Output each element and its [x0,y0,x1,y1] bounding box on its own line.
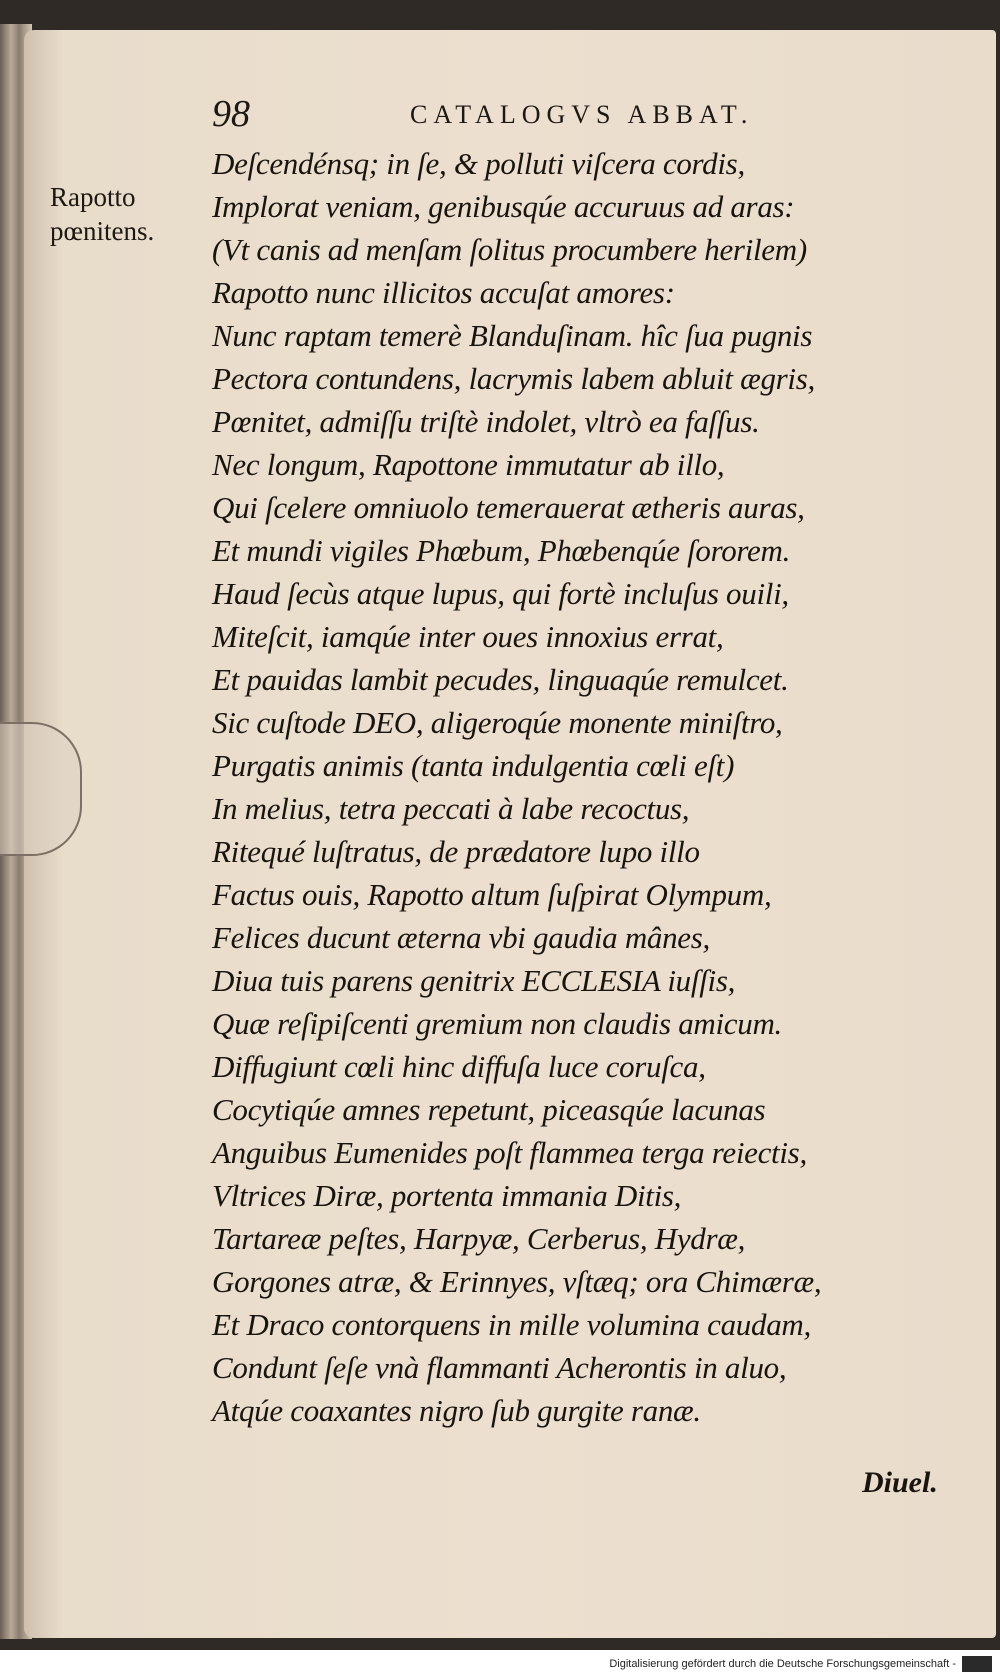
marginal-note: Rapotto pœnitens. [50,182,155,246]
verse-line: Felices ducunt æterna vbi gaudia mânes, [212,920,710,955]
verse-line: Anguibus Eumenides poſt flammea terga reiectis, [212,1135,807,1170]
verse-line: Vltrices Diræ, portenta immania Ditis, [212,1178,682,1213]
verse-line: Implorat veniam, genibusqúe accuruus ad aras: [212,189,795,224]
page-header [212,92,792,142]
verse-line: Haud ſecùs atque lupus, qui fortè incluſus ouili, [212,576,789,611]
verse-line: Pectora contundens, lacrymis labem abluit ægris, [212,361,815,396]
verse-line: Sic cuſtode DEO, aligeroqúe monente miniſtro, [212,705,783,740]
verse-line: Factus ouis, Rapotto altum ſuſpirat Olympum, [212,877,772,912]
verse-line: Condunt ſeſe vnà flammanti Acherontis in aluo, [212,1350,787,1385]
verse-line: In melius, tetra peccati à labe recoctus, [212,791,690,826]
digitization-footer [0,1650,1000,1680]
verse-line: Rapotto nunc illicitos accuſat amores: [212,275,675,310]
verse-line: Et Draco contorquens in mille volumina caudam, [212,1307,811,1342]
verse-line: Pœnitet, admiſſu triſtè indolet, vltrò ea faſſus. [212,404,760,439]
verse-line: Atqúe coaxantes nigro ſub gurgite ranæ. [212,1393,701,1428]
verse-line: Qui ſcelere omniuolo temerauerat ætheris auras, [212,490,805,525]
dfg-logo [962,1656,992,1672]
verse-line: Miteſcit, iamqúe inter oues innoxius errat, [212,619,724,654]
footer-credit: Digitalisierung gefördert durch die Deutsche Forschungsgemeinschaft - [609,1658,956,1670]
verse-line: (Vt canis ad menſam ſolitus procumbere herilem) [212,232,807,267]
verse-line: Ritequé luſtratus, de prædatore lupo illo [212,834,700,869]
verse-line: Gorgones atræ, & Erinnyes, vſtæq; ora Chimæræ, [212,1264,822,1299]
verse-line: Cocytiqúe amnes repetunt, piceasqúe lacunas [212,1092,766,1127]
page-clip [0,722,82,856]
verse-line: Diua tuis parens genitrix ECCLESIA iuſſis, [212,963,736,998]
verse-line: Deſcendénsq; in ſe, & polluti viſcera cordis, [212,146,745,181]
verse-line: Quæ reſipiſcenti gremium non claudis amicum. [212,1006,782,1041]
page-number: 98 [212,93,250,135]
verse-line: Purgatis animis (tanta indulgentia cœli eſt) [212,748,735,783]
verse-line: Diffugiunt cœli hinc diffuſa luce coruſca, [212,1049,706,1084]
verse-line: Et mundi vigiles Phœbum, Phœbenqúe ſororem. [212,533,791,568]
verse-line: Et pauidas lambit pecudes, linguaqúe remulcet. [212,662,789,697]
verse-line: Tartareæ peſtes, Harpyæ, Cerberus, Hydræ, [212,1221,746,1256]
catchword: Diuel. [862,1466,938,1499]
verse-text [212,142,992,1432]
running-head: CATALOGVS ABBAT. [410,100,754,129]
verse-line: Nec longum, Rapottone immutatur ab illo, [212,447,725,482]
verse-line: Nunc raptam temerè Blanduſinam. hîc ſua pugnis [212,318,813,353]
